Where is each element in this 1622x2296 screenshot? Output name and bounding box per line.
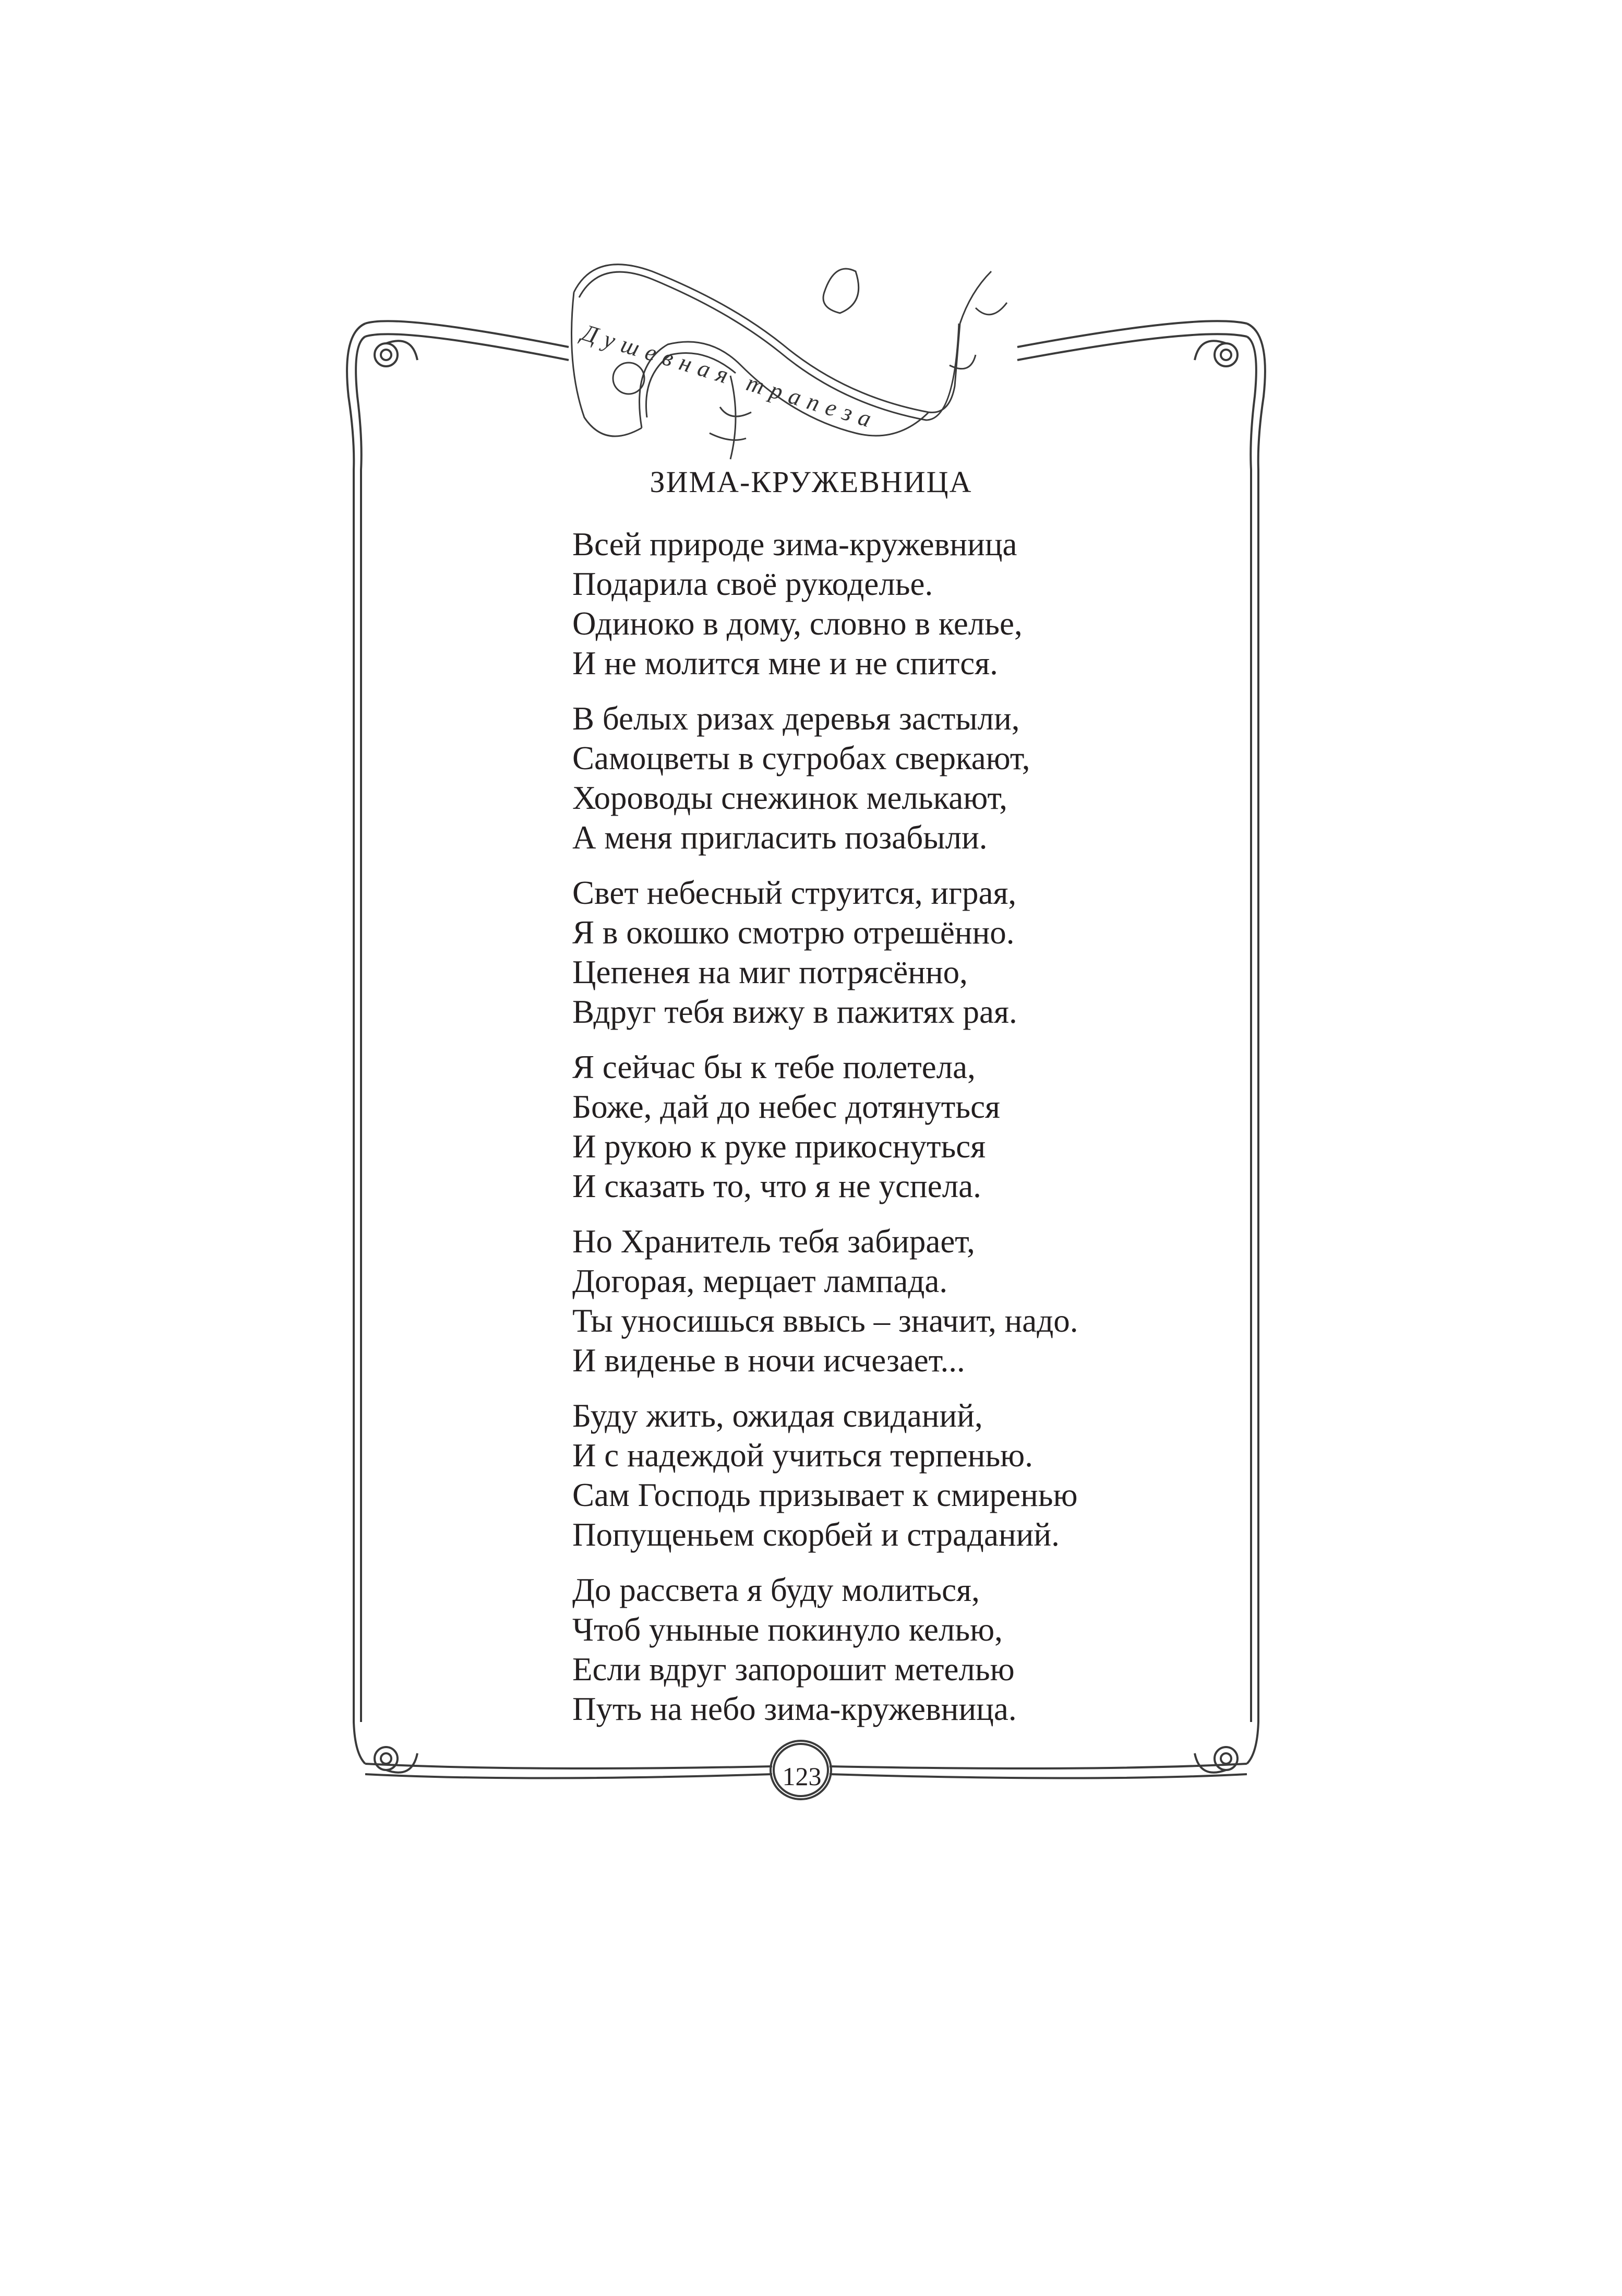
poem-body [572,524,1078,1744]
poem-line: Ты уносишься ввысь – значит, надо. [572,1302,1078,1339]
stanza [572,1047,1078,1206]
page-number: 123 [782,1762,822,1791]
poem-line: Боже, дай до небес дотянуться [572,1089,1001,1125]
poem-line: Сам Господь призывает к смиренью [572,1477,1078,1513]
poem-line: И виденье в ночи исчезает... [572,1342,965,1379]
poem-line: Я сейчас бы к тебе полетела, [572,1049,976,1085]
poem-line: До рассвета я буду молиться, [572,1572,980,1608]
stanza [572,1570,1078,1729]
poem-line: И не молится мне и не спится. [572,645,998,681]
stanza [572,1222,1078,1380]
poem-line: А меня пригласить позабыли. [572,819,988,856]
poem-line: Самоцветы в сугробах сверкают, [572,740,1030,776]
stanza [572,524,1078,683]
stanza [572,1396,1078,1554]
banner-label: Душевная трапеза [579,318,882,435]
stanza [572,699,1078,857]
poem-line: Хороводы снежинок мелькают, [572,780,1008,816]
poem-line: Одиноко в дому, словно в келье, [572,605,1023,642]
poem-line: Всей природе зима-кружевница [572,526,1017,563]
poem-title: ЗИМА-КРУЖЕВНИЦА [650,465,972,499]
poem-line: Чтоб уныные покинуло келью, [572,1611,1003,1648]
poem-line: Подарила своё рукоделье. [572,566,933,602]
poem-line: Но Хранитель тебя забирает, [572,1223,975,1260]
poem-line: И рукою к руке прикоснуться [572,1128,986,1165]
poem-line: И с надеждой учиться терпенью. [572,1437,1033,1474]
poem-line: Буду жить, ожидая свиданий, [572,1397,983,1434]
poem-line: Вдруг тебя вижу в пажитях рая. [572,994,1017,1030]
poem-line: Я в окошко смотрю отрешённо. [572,914,1015,951]
poem-line: Свет небесный струится, играя, [572,875,1017,911]
stanza [572,873,1078,1032]
poem-line: И сказать то, что я не успела. [572,1168,981,1204]
poem-line: Если вдруг запорошит метелью [572,1651,1015,1688]
poem-line: В белых ризах деревья застыли, [572,700,1020,737]
poem-line: Попущеньем скорбей и страданий. [572,1516,1060,1553]
poem-line: Путь на небо зима-кружевница. [572,1691,1017,1727]
poem-line: Цепенея на миг потрясённо, [572,954,968,990]
poem-line: Догорая, мерцает лампада. [572,1263,948,1299]
